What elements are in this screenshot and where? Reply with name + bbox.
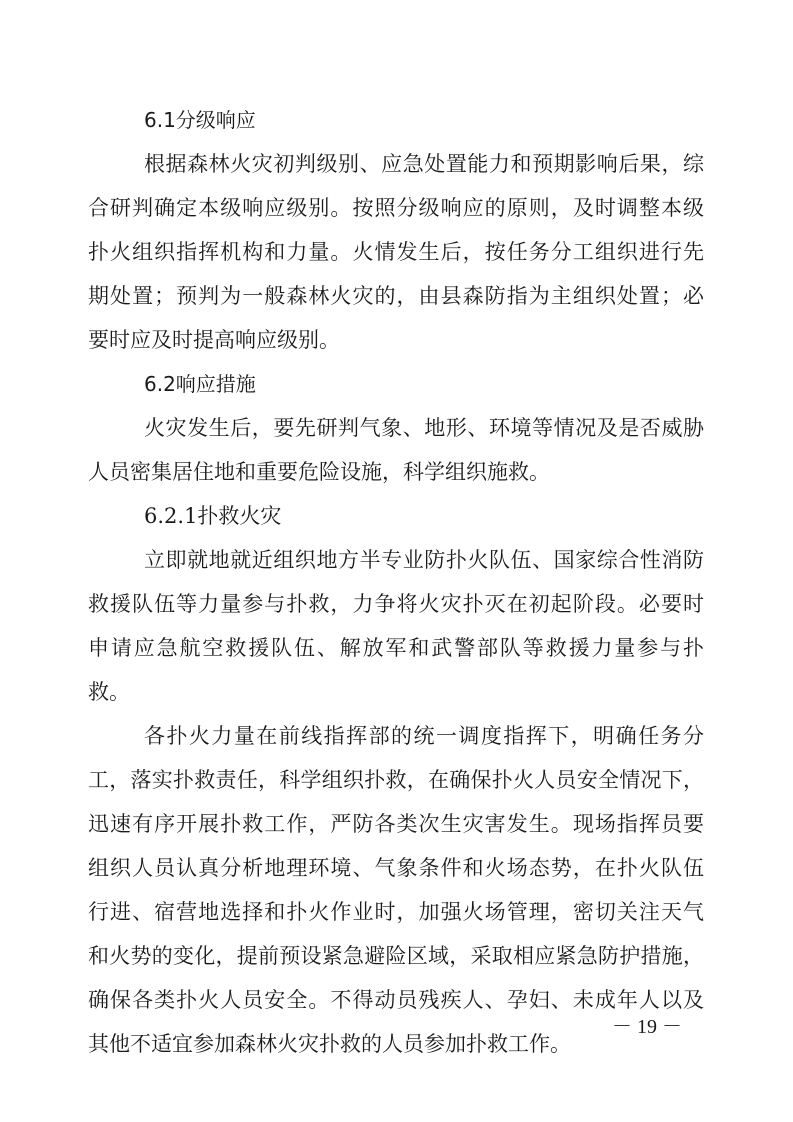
paragraph-line: 各扑火力量在前线指挥部的统一调度指挥下，明确任务分 [144,724,704,748]
section-heading-6-2: 6.2响应措施 [144,372,256,396]
section-heading-6-2-1: 6.2.1扑救火灾 [144,504,282,528]
paragraph-line: 和火势的变化，提前预设紧急避险区域，采取相应紧急防护措施， [88,944,704,968]
paragraph-line: 确保各类扑火人员安全。不得动员残疾人、孕妇、未成年人以及 [88,988,704,1012]
paragraph-line: 救。 [88,680,130,704]
paragraph-line: 行进、宿营地选择和扑火作业时，加强火场管理，密切关注天气 [88,900,704,924]
paragraph-line: 要时应及时提高响应级别。 [88,328,340,352]
paragraph-line: 扑火组织指挥机构和力量。火情发生后，按任务分工组织进行先 [88,240,704,264]
paragraph-line: 其他不适宜参加森林火灾扑救的人员参加扑救工作。 [88,1032,571,1056]
paragraph-line: 申请应急航空救援队伍、解放军和武警部队等救援力量参与扑 [88,636,704,660]
paragraph-line: 工，落实扑救责任，科学组织扑救，在确保扑火人员安全情况下， [88,768,704,792]
section-heading-6-1: 6.1分级响应 [144,108,256,132]
paragraph-line: 组织人员认真分析地理环境、气象条件和火场态势，在扑火队伍 [88,856,704,880]
paragraph-line: 人员密集居住地和重要危险设施，科学组织施救。 [88,460,550,484]
paragraph-line: 立即就地就近组织地方半专业防扑火队伍、国家综合性消防 [144,548,704,572]
paragraph-line: 期处置；预判为一般森林火灾的，由县森防指为主组织处置；必 [88,284,704,308]
paragraph-line: 火灾发生后，要先研判气象、地形、环境等情况及是否威胁 [144,416,704,440]
document-body [88,98,704,1066]
paragraph-line: 迅速有序开展扑救工作，严防各类次生灾害发生。现场指挥员要 [88,812,704,836]
paragraph-line: 救援队伍等力量参与扑救，力争将火灾扑灭在初起阶段。必要时 [88,592,704,616]
paragraph-line: 根据森林火灾初判级别、应急处置能力和预期影响后果，综 [144,152,704,176]
page-number: － 19 － [612,1016,682,1038]
paragraph-line: 合研判确定本级响应级别。按照分级响应的原则，及时调整本级 [88,196,704,220]
